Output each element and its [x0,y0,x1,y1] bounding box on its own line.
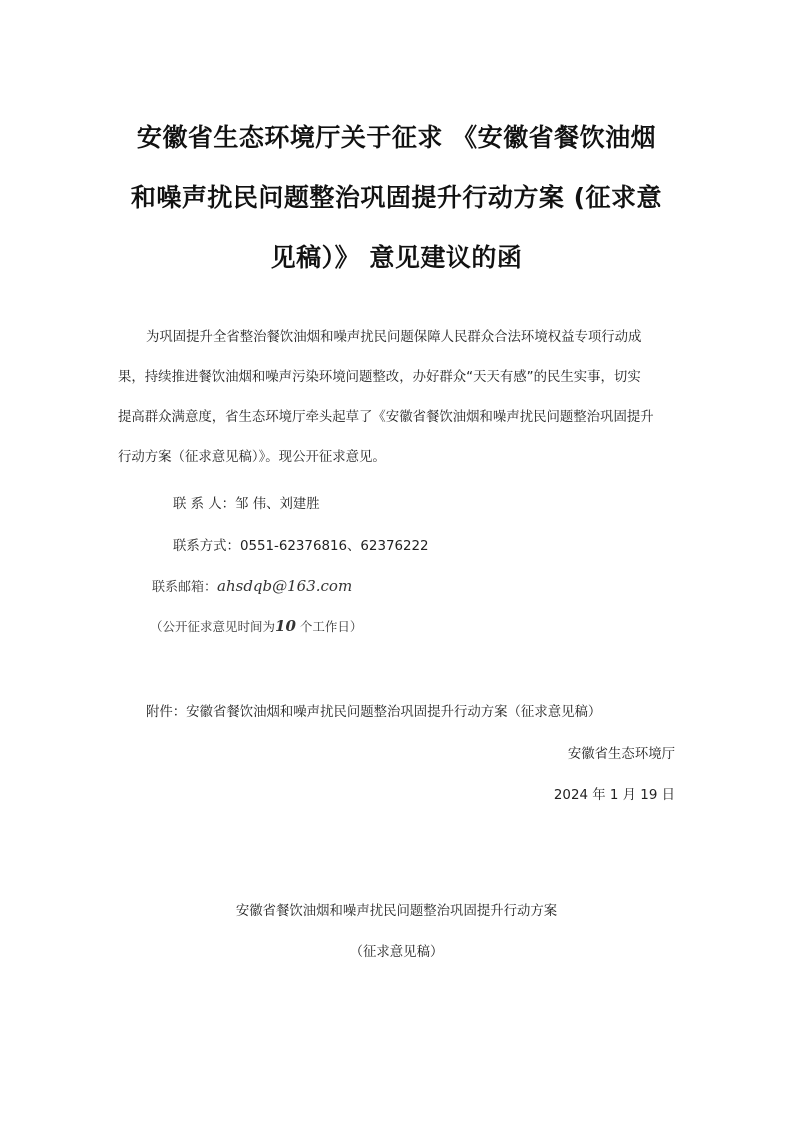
title-line-3: 见稿）》 意见建议的函 [270,243,523,272]
title-line-1: 安徽省生态环境厅关于征求 《安徽省餐饮油烟 [136,123,657,152]
signature-date: 2024 年 1 月 19 日 [553,788,675,803]
attachment-line: 附件：安徽省餐饮油烟和噪声扰民问题整治巩固提升行动方案（征求意见稿） [146,705,602,720]
email-address[interactable]: ahsdqb@163.com [217,577,353,595]
period-suffix: 个工作日） [299,619,363,634]
contact-phone: 联系方式：0551-62376816、62376222 [173,539,429,554]
contact-email [152,576,352,595]
signature-org: 安徽省生态环境厅 [567,747,675,762]
document-title [100,108,693,288]
plan-subtitle: （征求意见稿） [349,945,444,960]
period-prefix: （公开征求意见时间为 [150,619,276,634]
body-line-3: 提高群众满意度，省生态环境厅牵头起草了《安徽省餐饮油烟和噪声扰民问题整治巩固提升 [118,410,654,425]
title-line-2: 和噪声扰民问题整治巩固提升行动方案 (征求意 [130,183,663,212]
contact-person: 联 系 人：邹 伟、刘建胜 [173,497,320,512]
period-days: 10 [275,617,296,635]
comment-period-note [150,617,362,635]
body-line-2: 果，持续推进餐饮油烟和噪声污染环境问题整改，办好群众“天天有感”的民生实事，切实 [118,370,641,385]
plan-title: 安徽省餐饮油烟和噪声扰民问题整治巩固提升行动方案 [235,904,558,919]
body-paragraph [118,318,678,478]
body-line-1: 为巩固提升全省整治餐饮油烟和噪声扰民问题保障人民群众合法环境权益专项行动成 [146,330,642,345]
body-line-4: 行动方案（征求意见稿）》。现公开征求意见。 [118,450,386,465]
email-label: 联系邮箱： [152,580,218,595]
